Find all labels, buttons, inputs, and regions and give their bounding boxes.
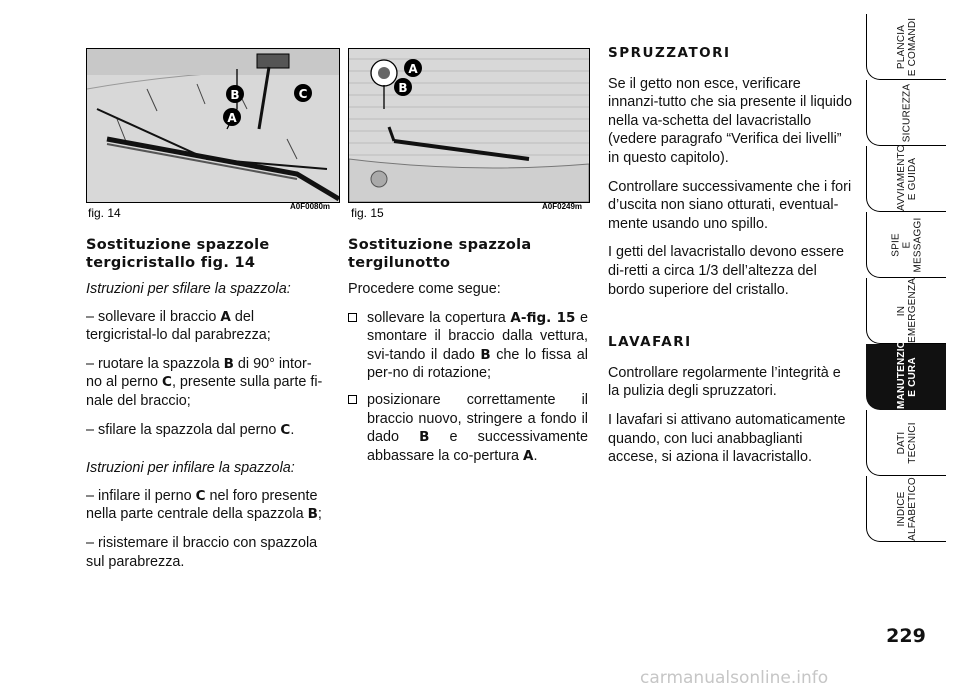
- wiper-blade-illustration: [87, 49, 339, 202]
- section-heading: Sostituzione spazzole tergicristallo fig. 14: [86, 237, 270, 271]
- tab-avviamento[interactable]: AVVIAMENTO E GUIDA: [866, 146, 946, 212]
- section-heading: Sostituzione spazzola tergilunotto: [348, 237, 532, 271]
- paragraph: Controllare successivamente che i fori d’uscita non siano otturati, eventual-mente usando uno spillo.: [608, 178, 852, 232]
- rear-wiper-illustration: [349, 49, 589, 202]
- paragraph: – infilare il perno C nel foro presente nella parte centrale della spazzola B;: [86, 487, 322, 523]
- paragraph: I getti del lavacristallo devono essere di-retti a circa 1/3 dell’altezza del bordo superiore del cristallo.: [608, 244, 844, 298]
- fig15-code: A0F0249m: [542, 202, 583, 211]
- paragraph: – risistemare il braccio con spazzola sul parabrezza.: [86, 534, 318, 570]
- chapter-tabs: [866, 14, 946, 606]
- paragraph: I lavafari si attivano automaticamente quando, con luci anabbaglianti accese, si aziona il lavacristallo.: [608, 411, 846, 466]
- checkbox-bullet-icon: [348, 313, 357, 322]
- figure-14: [86, 48, 340, 203]
- callout-b: B: [398, 81, 408, 95]
- tab-manutenzione[interactable]: MANUTENZIONE E CURA: [866, 344, 946, 410]
- fig14-code: A0F0080m: [290, 202, 331, 211]
- column-2: [348, 236, 588, 473]
- tab-dati-tecnici[interactable]: DATI TECNICI: [866, 410, 946, 476]
- paragraph: Controllare regolarmente l’integrità e la pulizia degli spruzzatori.: [608, 364, 841, 400]
- paragraph: Se il getto non esce, verificare innanzi-tutto che sia presente il liquido nella va-schetta del lavacristallo (vedere paragrafo “Verifica dei livelli” in questo capitolo).: [608, 75, 852, 166]
- callout-b: B: [230, 88, 240, 102]
- list-item: posizionare correttamente il braccio nuovo, stringere a fondo il dado B e successivamente abbassare la co-pertura A.: [348, 391, 588, 465]
- tab-emergenza[interactable]: IN EMERGENZA: [866, 278, 946, 344]
- column-1: [86, 236, 326, 581]
- subheading: Istruzioni per infilare la spazzola:: [86, 460, 295, 477]
- tab-plancia[interactable]: PLANCIA E COMANDI: [866, 14, 946, 80]
- section-heading: SPRUZZATORI: [608, 45, 731, 61]
- column-3: [608, 44, 852, 477]
- subheading: Istruzioni per sfilare la spazzola:: [86, 281, 291, 297]
- section-heading: LAVAFARI: [608, 334, 692, 351]
- paragraph: – ruotare la spazzola B di 90° intor-no al perno C, presente sulla parte fi-nale del braccio;: [86, 355, 323, 409]
- callout-a: A: [408, 62, 418, 76]
- callout-c: C: [298, 87, 308, 101]
- tab-sicurezza[interactable]: SICUREZZA: [866, 80, 946, 146]
- callout-a: A: [227, 111, 237, 125]
- page-number: 229: [886, 625, 926, 647]
- fig14-label: fig. 14: [88, 206, 121, 220]
- tab-indice[interactable]: INDICE ALFABETICO: [866, 476, 946, 542]
- watermark: carmanualsonline.info: [640, 668, 829, 688]
- fig15-label: fig. 15: [351, 206, 384, 220]
- tab-spie[interactable]: SPIE E MESSAGGI: [866, 212, 946, 278]
- checkbox-bullet-icon: [348, 395, 357, 404]
- paragraph: – sfilare la spazzola dal perno C.: [86, 421, 295, 438]
- paragraph: – sollevare il braccio A del tergicristal-lo dal parabrezza;: [86, 308, 271, 344]
- list-item: sollevare la copertura A-fig. 15 e smontare il braccio dalla vettura, svi-tando il dado B che lo fissa al per-no di rotazione;: [348, 309, 588, 383]
- figure-15: [348, 48, 590, 203]
- step-list: [348, 309, 588, 466]
- paragraph: Procedere come segue:: [348, 281, 501, 297]
